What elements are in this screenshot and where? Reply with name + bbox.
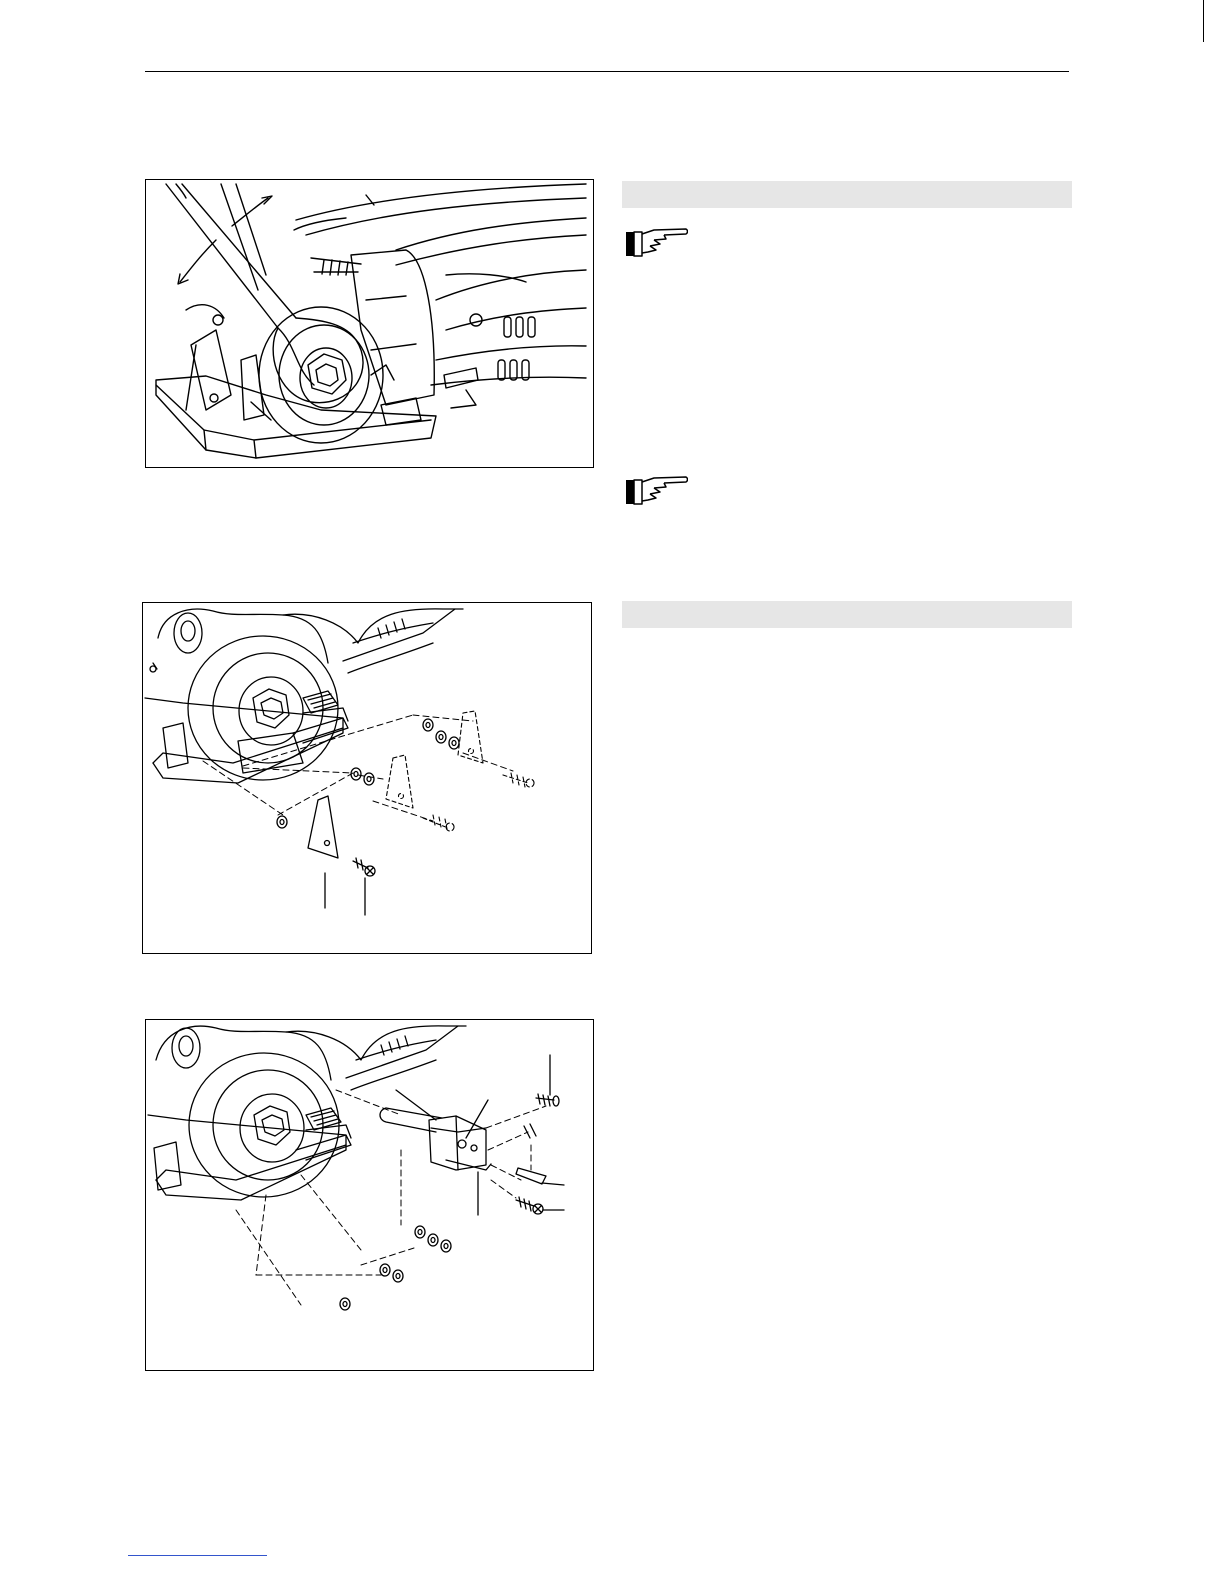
figure-holder-assembly-exploded-view (145, 1019, 594, 1371)
figure-handle-bracket-exploded-view (142, 602, 592, 954)
trim-mark (1203, 0, 1204, 42)
footer-link-underline (128, 1555, 267, 1556)
figure-wrench-on-base-plate (145, 179, 594, 468)
pointing-hand-icon (624, 472, 688, 506)
section-heading-bar-1 (622, 181, 1072, 208)
pointing-hand-icon (624, 224, 688, 258)
section-heading-bar-2 (622, 601, 1072, 628)
header-rule (145, 71, 1069, 72)
